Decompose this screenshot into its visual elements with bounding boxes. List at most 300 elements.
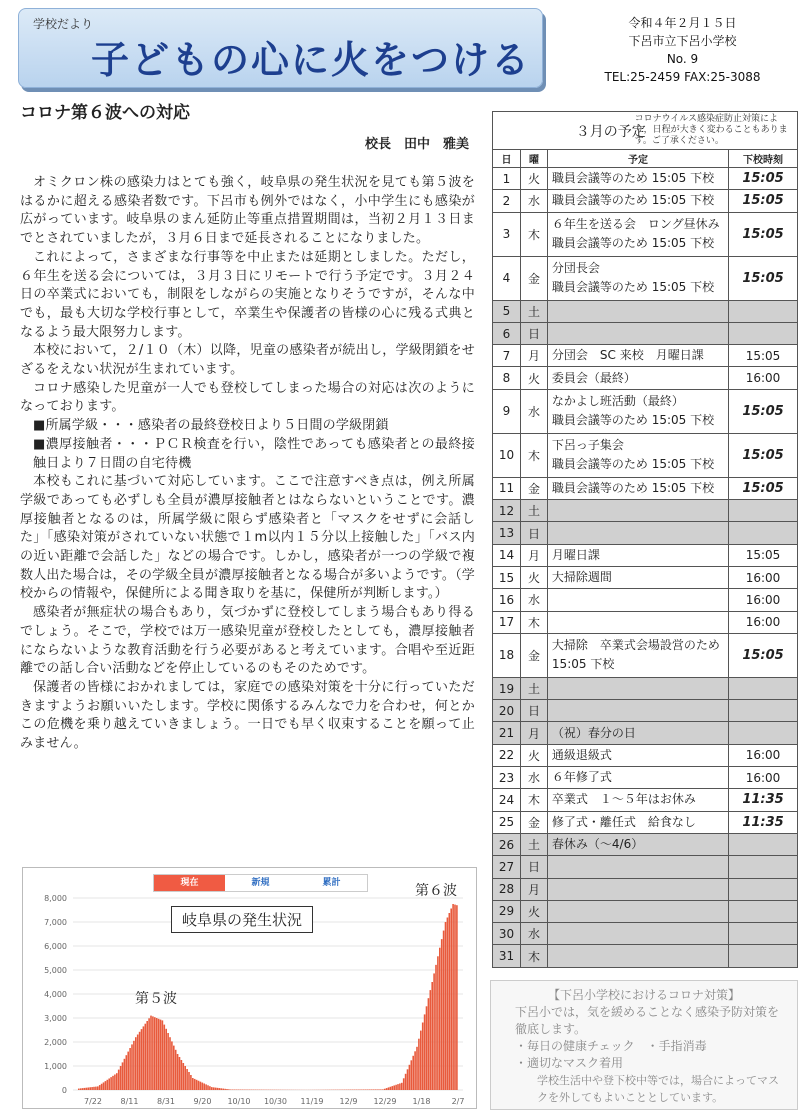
chart-bar — [213, 1087, 215, 1090]
schedule-row — [493, 500, 798, 522]
paragraph: 保護者の皆様におかれましては，家庭での感染対策を十分に行っていただきますようお願いいたします。学校に関係するみんなで力を合わせ，何とかこの危機を乗り越えていきましょう。一日でも早く収束することを願って止みません。 — [20, 679, 475, 752]
weekday-cell: 土 — [520, 300, 547, 322]
chart-bar — [222, 1089, 224, 1090]
chart-bar — [167, 1033, 169, 1090]
plan-cell — [547, 256, 728, 300]
schedule-row — [493, 566, 798, 588]
dismissal-time-cell — [729, 500, 798, 522]
chart-bar — [105, 1081, 107, 1090]
dismissal-time-cell: 11:35 — [729, 811, 798, 833]
chart-bar — [412, 1056, 414, 1090]
chart-bar — [175, 1050, 177, 1090]
weekday-cell: 水 — [520, 923, 547, 945]
chart-bar — [392, 1086, 394, 1090]
march-schedule — [492, 111, 798, 968]
x-tick-label: 12/9 — [339, 1097, 358, 1106]
plan-line: 15:05 下校 — [551, 657, 615, 672]
chart-bar — [196, 1080, 198, 1090]
plan-cell — [547, 433, 728, 477]
plan-cell — [547, 300, 728, 322]
plan-line: 委員会（最終） — [551, 370, 636, 385]
x-tick-label: 10/30 — [263, 1097, 288, 1106]
weekday-cell: 火 — [520, 566, 547, 588]
chart-bar — [209, 1086, 211, 1090]
tab-cumulative[interactable]: 累計 — [322, 878, 341, 888]
weekday-cell: 金 — [520, 811, 547, 833]
weekday-cell: 木 — [520, 212, 547, 256]
chart-bar — [226, 1089, 228, 1090]
schedule-row — [493, 923, 798, 945]
chart-bar — [409, 1065, 411, 1090]
chart-bar — [133, 1041, 135, 1090]
chart-bar — [456, 905, 458, 1090]
plan-line: 職員会議等のため 15:05 下校 — [551, 171, 715, 186]
day-cell: 12 — [493, 500, 521, 522]
plan-line: 分団長会 — [551, 261, 600, 276]
dismissal-time-cell: 16:00 — [729, 589, 798, 611]
chart-bar — [95, 1087, 97, 1090]
chart-bar — [148, 1018, 150, 1090]
plan-cell — [547, 945, 728, 967]
chart-bar — [162, 1020, 164, 1090]
schedule-row — [493, 433, 798, 477]
chart-bar — [139, 1032, 141, 1090]
chart-bar — [160, 1020, 162, 1090]
chart-bar — [179, 1057, 181, 1090]
y-tick-label: 1,000 — [44, 1062, 67, 1071]
day-cell: 6 — [493, 322, 521, 344]
plan-cell — [547, 833, 728, 855]
day-cell: 17 — [493, 611, 521, 633]
chart-bar — [447, 918, 449, 1091]
plan-line: 卒業式 １～５年はお休み — [551, 792, 696, 807]
chart-bar — [384, 1089, 386, 1090]
weekday-cell: 木 — [520, 789, 547, 811]
day-cell: 1 — [493, 168, 521, 190]
dismissal-time-cell: 16:00 — [729, 767, 798, 789]
schedule-row — [493, 300, 798, 322]
chart-bar — [401, 1083, 403, 1090]
chart-bar — [203, 1083, 205, 1090]
chart-bar — [126, 1055, 128, 1090]
paragraph: 感染者が無症状の場合もあり，気づかずに登校してしまう場合もあり得るでしょう。そこで，学校では万一感染児童が登校したとしても，濃厚接触者にならないような教育活動を行う必要があると考えています。合唱や至近距離での話し合い活動などを停止しているのもそのためです。 — [20, 605, 475, 677]
dismissal-time-cell: 16:00 — [729, 744, 798, 766]
wave5-label: 第５波 — [135, 991, 177, 1007]
schedule-row — [493, 767, 798, 789]
chart-bar — [367, 1090, 369, 1091]
schedule-row — [493, 345, 798, 367]
day-cell: 14 — [493, 544, 521, 566]
plan-cell — [547, 190, 728, 212]
article-title: コロナ第６波への対応 — [20, 103, 190, 123]
chart-bar — [107, 1080, 109, 1090]
chart-bar — [150, 1016, 152, 1090]
school-name: 下呂市立下呂小学校 — [628, 34, 737, 48]
day-cell: 24 — [493, 789, 521, 811]
plan-line: 修了式・離任式 給食なし — [551, 814, 696, 829]
chart-bar — [205, 1084, 207, 1090]
chart-bar — [454, 905, 456, 1090]
plan-cell — [547, 544, 728, 566]
chart-bar — [127, 1052, 129, 1090]
x-tick-label: 8/31 — [157, 1097, 175, 1106]
chart-bar — [403, 1078, 405, 1090]
schedule-row — [493, 700, 798, 722]
dismissal-time-cell — [729, 900, 798, 922]
chart-bar — [177, 1054, 179, 1090]
chart-bar — [200, 1082, 202, 1090]
article-body — [20, 174, 475, 754]
day-cell: 21 — [493, 722, 521, 744]
dismissal-time-cell — [729, 322, 798, 344]
dismissal-time-cell: 15:05 — [729, 477, 798, 499]
chart-bar — [430, 990, 432, 1090]
plan-line: 大掃除 卒業式会場設営のため — [551, 638, 720, 653]
chart-bar — [131, 1044, 133, 1090]
day-cell: 8 — [493, 367, 521, 389]
chart-bar — [80, 1088, 82, 1090]
dismissal-time-cell — [729, 722, 798, 744]
day-cell: 3 — [493, 212, 521, 256]
chart-tabs — [153, 874, 368, 892]
plan-line: 春休み（～4/6） — [551, 837, 644, 852]
chart-bar — [449, 913, 451, 1090]
plan-cell — [547, 633, 728, 677]
chart-bar — [116, 1073, 118, 1090]
chart-bar — [88, 1087, 90, 1090]
weekday-cell: 金 — [520, 256, 547, 300]
weekday-cell: 水 — [520, 589, 547, 611]
chart-bar — [137, 1035, 139, 1091]
chart-bar — [181, 1060, 183, 1090]
plan-line: 職員会議等のため 15:05 下校 — [551, 413, 715, 428]
dismissal-time-cell — [729, 300, 798, 322]
plan-cell — [547, 212, 728, 256]
y-tick-label: 3,000 — [44, 1014, 67, 1023]
paragraph: 本校もこれに基づいて対応しています。ここで注意すべき点は，例え所属学級であっても必ずしも全員が濃厚接触者とはならないということです。濃厚接触者となるのは，所属学級に限らず感染者と「マスクをせずに会話した」「感染対策がされていない状態で１m以内１５分以上接触した」「バス内の近い距離で会話した」などの場合です。しかし，感染者が一つの学級で複数人出た場合は，その学級全員が濃厚接触者となる場合が多いようです。（学校からの情報や，保健所による聞き取りを基に，保健所が判断します。） — [20, 474, 475, 602]
x-tick-label: 10/10 — [227, 1097, 251, 1106]
masthead — [18, 8, 543, 88]
chart-bar — [110, 1077, 112, 1090]
chart-bar — [129, 1048, 131, 1090]
schedule-row — [493, 544, 798, 566]
issue-date: 令和４年２月１５日 — [628, 16, 737, 30]
chart-bar — [428, 998, 430, 1090]
schedule-row — [493, 856, 798, 878]
plan-line: なかよし班活動（最終） — [551, 394, 684, 409]
day-cell: 22 — [493, 744, 521, 766]
schedule-row — [493, 322, 798, 344]
plan-line: 下呂っ子集会 — [551, 438, 624, 453]
tab-new[interactable]: 新規 — [251, 878, 270, 888]
day-cell: 26 — [493, 833, 521, 855]
plan-cell — [547, 878, 728, 900]
schedule-row — [493, 168, 798, 190]
chart-canvas — [23, 868, 478, 1110]
chart-bar — [152, 1016, 154, 1090]
chart-bar — [158, 1019, 160, 1090]
chart-bar — [103, 1082, 105, 1090]
day-cell: 11 — [493, 477, 521, 499]
plan-cell — [547, 722, 728, 744]
chart-bar — [154, 1017, 156, 1090]
chart-bar — [190, 1075, 192, 1090]
y-tick-label: 0 — [61, 1086, 67, 1095]
chart-bar — [198, 1081, 200, 1090]
chart-bar — [439, 948, 441, 1090]
plan-cell — [547, 700, 728, 722]
chart-bar — [414, 1051, 416, 1090]
plan-cell — [547, 811, 728, 833]
schedule-title: ３月の予定 — [575, 123, 646, 140]
newsletter-title: 子どもの心に火をつける — [91, 38, 532, 82]
issue-number: No. 9 — [666, 52, 699, 66]
plan-line: 通級退級式 — [551, 747, 612, 762]
day-cell: 4 — [493, 256, 521, 300]
schedule-row — [493, 744, 798, 766]
chart-bar — [418, 1039, 420, 1090]
plan-cell — [547, 856, 728, 878]
paragraph-bullet: ■所属学級・・・感染者の最終登校日より５日間の学級閉鎖 — [33, 418, 389, 434]
dismissal-time-cell — [729, 945, 798, 967]
chart-bar — [378, 1089, 380, 1090]
chart-bar — [91, 1087, 93, 1090]
dismissal-time-cell — [729, 522, 798, 544]
dismissal-time-cell — [729, 923, 798, 945]
y-tick-label: 7,000 — [44, 918, 67, 927]
chart-bar — [437, 956, 439, 1090]
day-cell: 27 — [493, 856, 521, 878]
schedule-row — [493, 878, 798, 900]
chart-bar — [97, 1086, 99, 1090]
plan-line: 職員会議等のため 15:05 下校 — [551, 480, 715, 495]
chart-bar — [450, 909, 452, 1091]
plan-line: 職員会議等のため 15:05 下校 — [551, 236, 715, 251]
chart-bar — [416, 1047, 418, 1090]
chart-bar — [376, 1089, 378, 1090]
chart-bar — [228, 1089, 230, 1090]
chart-bar — [445, 922, 447, 1090]
weekday-cell: 月 — [520, 544, 547, 566]
y-tick-label: 5,000 — [44, 966, 67, 975]
issue-info — [575, 14, 790, 86]
chart-bar — [215, 1088, 217, 1090]
plan-line: 職員会議等のため 15:05 下校 — [551, 280, 715, 295]
chart-bar — [217, 1088, 219, 1090]
chart-bar — [431, 982, 433, 1090]
paragraph: これによって，さまざまな行事等を中止または延期としました。ただし，６年生を送る会については，３月３日にリモートで行う予定です。３月２４日の卒業式においても，制限をしながらの実施となりそうですが，そんな中でも，最も大切な学校行事として，卒業生や保護者の皆様の心に残る式典となるよう最大限努力します。 — [20, 249, 475, 340]
chart-bar — [99, 1085, 101, 1090]
plan-line: （祝）春分の日 — [551, 725, 636, 740]
chart-bar — [399, 1083, 401, 1090]
chart-bar — [407, 1069, 409, 1090]
chart-bar — [443, 931, 445, 1090]
chart-bar — [386, 1088, 388, 1090]
chart-bar — [422, 1023, 424, 1091]
chart-bar — [184, 1066, 186, 1090]
chart-bar — [435, 965, 437, 1090]
plan-cell — [547, 611, 728, 633]
infection-chart — [22, 867, 477, 1109]
day-cell: 20 — [493, 700, 521, 722]
corona-line: 下呂小では，気を緩めることなく感染予防対策を徹底します。 — [515, 1005, 780, 1036]
y-tick-label: 4,000 — [44, 990, 67, 999]
schedule-row — [493, 522, 798, 544]
chart-bar — [397, 1084, 399, 1090]
day-cell: 23 — [493, 767, 521, 789]
schedule-row — [493, 389, 798, 433]
dismissal-time-cell: 11:35 — [729, 789, 798, 811]
chart-bar — [221, 1088, 223, 1090]
weekday-cell: 火 — [520, 168, 547, 190]
weekday-cell: 土 — [520, 833, 547, 855]
weekday-cell: 日 — [520, 856, 547, 878]
chart-bar — [452, 904, 454, 1090]
chart-bar — [382, 1089, 384, 1090]
chart-bar — [433, 973, 435, 1090]
dismissal-time-cell — [729, 677, 798, 699]
chart-bar — [373, 1089, 375, 1090]
chart-bar — [86, 1088, 88, 1090]
chart-bar — [114, 1075, 116, 1090]
day-cell: 16 — [493, 589, 521, 611]
corona-measures-box — [490, 980, 798, 1110]
dismissal-time-cell: 15:05 — [729, 433, 798, 477]
chart-bar — [84, 1088, 86, 1090]
chart-bar — [426, 1006, 428, 1090]
chart-bar — [122, 1062, 124, 1090]
col-day: 日 — [493, 150, 521, 168]
chart-bar — [405, 1074, 407, 1090]
schedule-row — [493, 722, 798, 744]
chart-bar — [78, 1089, 80, 1090]
plan-cell — [547, 923, 728, 945]
schedule-row — [493, 589, 798, 611]
dismissal-time-cell: 15:05 — [729, 544, 798, 566]
chart-bar — [120, 1066, 122, 1090]
chart-title: 岐阜県の発生状況 — [171, 906, 313, 933]
weekday-cell: 火 — [520, 367, 547, 389]
corona-item: ・毎日の健康チェック ・手指消毒 — [515, 1039, 707, 1053]
chart-bar — [171, 1041, 173, 1090]
weekday-cell: 木 — [520, 433, 547, 477]
schedule-row — [493, 477, 798, 499]
schedule-row — [493, 833, 798, 855]
x-tick-label: 8/11 — [120, 1097, 139, 1106]
wave6-label: 第６波 — [415, 883, 457, 899]
newsletter-label: 学校だより — [33, 17, 94, 31]
day-cell: 31 — [493, 945, 521, 967]
chart-bar — [143, 1026, 145, 1090]
chart-bar — [169, 1037, 171, 1090]
chart-bar — [164, 1025, 166, 1090]
dismissal-time-cell: 15:05 — [729, 633, 798, 677]
chart-bar — [207, 1085, 209, 1090]
weekday-cell: 日 — [520, 522, 547, 544]
plan-cell — [547, 367, 728, 389]
schedule-row — [493, 811, 798, 833]
chart-bar — [89, 1087, 91, 1090]
col-weekday: 曜 — [520, 150, 547, 168]
chart-bar — [380, 1089, 382, 1090]
plan-cell — [547, 389, 728, 433]
chart-bar — [165, 1029, 167, 1090]
schedule-row — [493, 212, 798, 256]
x-tick-label: 1/18 — [412, 1097, 431, 1106]
weekday-cell: 金 — [520, 477, 547, 499]
article-author: 校長 田中 雅美 — [364, 137, 469, 152]
weekday-cell: 木 — [520, 945, 547, 967]
day-cell: 2 — [493, 190, 521, 212]
chart-bar — [101, 1084, 103, 1090]
tab-current[interactable]: 現在 — [154, 875, 225, 891]
dismissal-time-cell: 15:05 — [729, 190, 798, 212]
chart-bar — [135, 1037, 137, 1090]
chart-bar — [186, 1069, 188, 1090]
schedule-row — [493, 367, 798, 389]
chart-bar — [441, 939, 443, 1090]
day-cell: 30 — [493, 923, 521, 945]
plan-cell — [547, 767, 728, 789]
weekday-cell: 水 — [520, 190, 547, 212]
weekday-cell: 水 — [520, 767, 547, 789]
day-cell: 9 — [493, 389, 521, 433]
schedule-row — [493, 945, 798, 967]
weekday-cell: 土 — [520, 677, 547, 699]
weekday-cell: 土 — [520, 500, 547, 522]
paragraph: コロナ感染した児童が一人でも登校してしまった場合の対応は次のようになっております。 — [20, 380, 475, 415]
col-plan: 予定 — [547, 150, 728, 168]
article — [20, 98, 475, 754]
schedule-row — [493, 611, 798, 633]
col-time: 下校時刻 — [729, 150, 798, 168]
schedule-row — [493, 900, 798, 922]
weekday-cell: 日 — [520, 700, 547, 722]
x-tick-label: 2/7 — [451, 1097, 465, 1106]
chart-bar — [211, 1087, 213, 1090]
chart-bar — [420, 1031, 422, 1090]
chart-bar — [202, 1083, 204, 1090]
chart-bar — [374, 1089, 376, 1090]
dismissal-time-cell: 15:05 — [729, 389, 798, 433]
chart-bar — [188, 1072, 190, 1090]
corona-item: ・適切なマスク着用 — [515, 1056, 624, 1070]
dismissal-time-cell — [729, 878, 798, 900]
schedule-row — [493, 633, 798, 677]
plan-cell — [547, 322, 728, 344]
weekday-cell: 月 — [520, 345, 547, 367]
paragraph: オミクロン株の感染力はとても強く，岐阜県の発生状況を見ても第５波をはるかに超える感染者数です。下呂市も例外ではなく，小中学生にも感染が広がっています。岐阜県のまん延防止等重点措置期間は，当初２月１３日までとされていましたが，３月６日まで延長されることになりました。 — [20, 175, 475, 247]
corona-title: 【下呂小学校におけるコロナ対策】 — [547, 988, 740, 1002]
day-cell: 18 — [493, 633, 521, 677]
day-cell: 13 — [493, 522, 521, 544]
chart-bar — [388, 1087, 390, 1090]
x-tick-label: 9/20 — [193, 1097, 212, 1106]
schedule-row — [493, 789, 798, 811]
chart-bar — [183, 1063, 185, 1090]
chart-bar — [118, 1070, 120, 1090]
chart-bar — [411, 1060, 413, 1090]
schedule-row — [493, 256, 798, 300]
corona-line: 学校生活中や登下校中等では，場合によってマスクを外してもよいこととしています。 — [537, 1074, 779, 1104]
x-tick-label: 12/29 — [373, 1097, 397, 1106]
dismissal-time-cell: 15:05 — [729, 168, 798, 190]
chart-bar — [82, 1088, 84, 1090]
weekday-cell: 日 — [520, 322, 547, 344]
chart-bar — [194, 1079, 196, 1090]
chart-bar — [390, 1087, 392, 1090]
weekday-cell: 月 — [520, 722, 547, 744]
